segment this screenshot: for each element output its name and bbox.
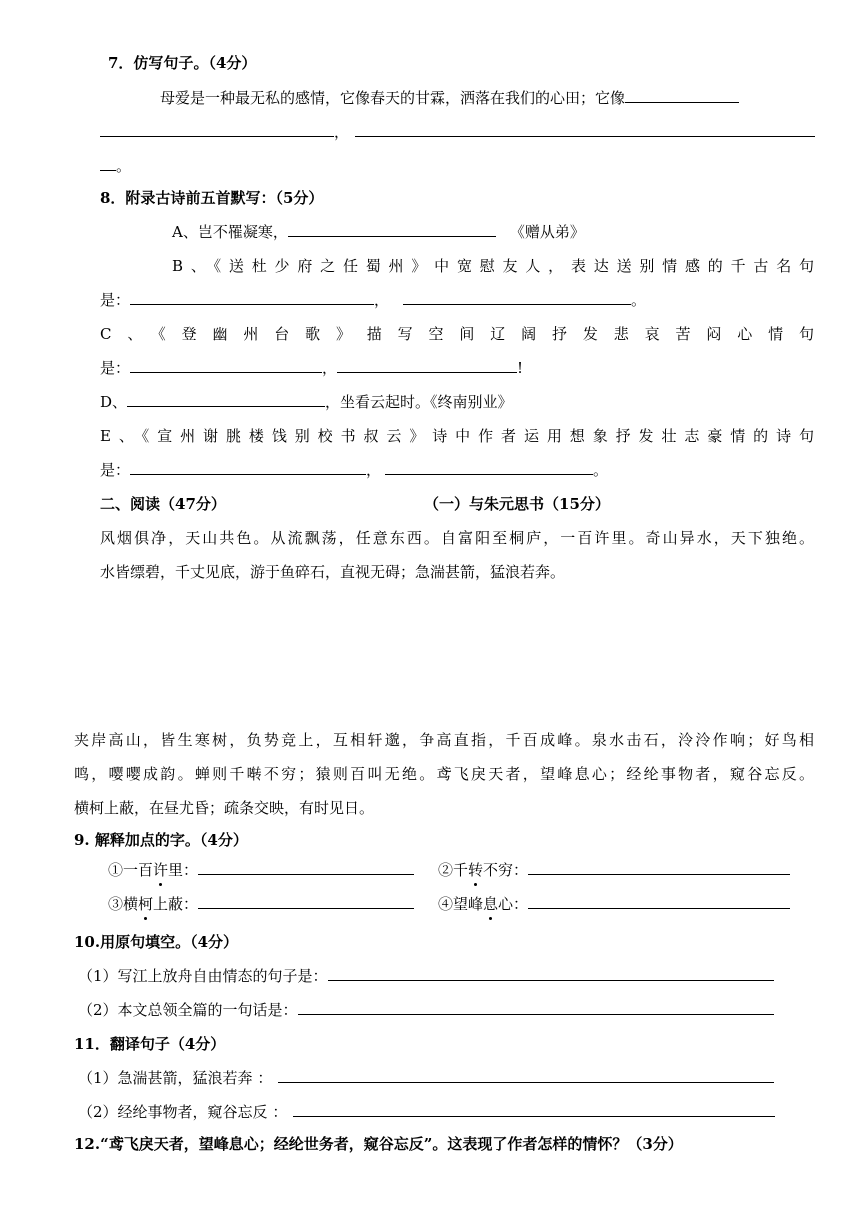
passage-p1-line1: 风烟俱净，天山共色。从流飘荡，任意东西。自富阳至桐庐，一百许里。奇山异水，天下独绝。 [100,529,814,547]
q11-heading: 11．翻译句子（4分） [74,1035,226,1053]
q11-item-1-blank[interactable] [278,1068,774,1083]
q10-item-1-label: （1）写江上放舟自由情态的句子是： [78,967,328,985]
q9-item-1 [108,860,414,880]
q9-item-2-dotted-char: 转 [468,861,484,879]
q11-item-2 [78,1102,775,1122]
q10-item-1-blank[interactable] [328,966,774,981]
q9-heading: 9. 解释加点的字。（4分） [74,831,248,849]
q10-item-2-blank-1[interactable] [298,1000,608,1015]
q9-item-3-post: 上蔽： [153,895,199,913]
q8-c-blank-1[interactable] [130,358,322,373]
q7-prompt: 母爱是一种最无私的感情，它像春天的甘霖，洒落在我们的心田；它像 [160,89,626,107]
q7-end: 。 [116,157,132,175]
q10-item-2 [78,1000,774,1020]
passage-p1-line2: 水皆缥碧，千丈见底，游于鱼碎石，直视无碍；急湍甚箭，猛浪若奔。 [100,563,566,581]
q9-item-1-pre: ①一百 [108,861,154,879]
q7-heading: 7．仿写句子。（4分） [108,54,257,72]
q8-e-answer-line [100,460,608,480]
reading-section-title: 二、阅读（47分） [100,495,226,513]
q8-a-source: 《赠从弟》 [509,223,585,241]
q9-item-4-pre: ④望峰 [438,895,484,913]
q8-e-comma: ， [366,461,382,479]
q8-c-prefix: 是： [100,359,131,377]
q11-item-2-label: （2）经纶事物者，窥谷忘反 ： [78,1103,288,1121]
q8-b-answer-line [100,290,646,310]
q9-item-4-post: 心： [498,895,529,913]
q9-item-1-dotted-char: 许 [153,861,169,879]
q9-item-2-post: 不穷： [483,861,529,879]
q8-c-comma: ， [322,359,338,377]
q12-heading: 12.“鸢飞戾天者，望峰息心；经纶世务者，窥谷忘反”。这表现了作者怎样的情怀？（3分） [74,1135,683,1153]
q10-item-2-label: （2）本文总领全篇的一句话是： [78,1001,298,1019]
q8-b-prefix: 是： [100,291,131,309]
q8-d-blank[interactable] [127,392,325,407]
q10-item-2-blank-2[interactable] [608,1000,774,1015]
q8-d-line [100,392,513,412]
q7-blank-4[interactable] [100,156,116,171]
q8-b-blank-1[interactable] [130,290,374,305]
passage-p2-line2: 鸣，嘤嘤成韵。蝉则千啭不穷；猿则百叫无绝。鸢飞戾天者，望峰息心；经纶事物者，窥谷忘反。 [74,765,814,783]
q8-e-text: E、《宣州谢朓楼饯别校书叔云》诗中作者运用想象抒发壮志豪情的诗句 [100,427,814,445]
q7-prompt-line [160,88,739,108]
q8-e-blank-2[interactable] [385,460,593,475]
q9-item-1-blank[interactable] [198,860,414,875]
q8-e-prefix: 是： [100,461,131,479]
q7-blank-1[interactable] [625,88,739,103]
q7-end-line [100,156,131,176]
q8-b-comma: ， [374,291,390,309]
passage-p2-line1: 夹岸高山，皆生寒树，负势竞上，互相轩邈，争高直指，千百成峰。泉水击石，泠泠作响；好鸟相 [74,731,814,749]
q7-blank-3[interactable] [355,122,815,137]
q8-b-text: B、《送杜少府之任蜀州》中宽慰友人，表达送别情感的千古名句 [172,257,814,275]
q11-item-2-blank[interactable] [293,1102,775,1117]
q8-a-blank[interactable] [288,222,496,237]
q8-e-blank-1[interactable] [130,460,366,475]
q8-c-text: C、《登幽州台歌》描写空间辽阔抒发悲哀苦闷心情句 [100,325,814,343]
q8-d-suffix: ，坐看云起时。《终南别业》 [325,393,513,411]
q7-comma: ， [334,123,350,141]
q8-a-line [172,222,585,242]
q8-b-blank-2[interactable] [403,290,631,305]
q10-heading: 10.用原句填空。（4分） [74,933,239,951]
q9-item-3-pre: ③横 [108,895,139,913]
q8-c-answer-line [100,358,523,378]
q8-e-end: 。 [593,461,609,479]
q8-b-end: 。 [631,291,647,309]
q9-item-2-pre: ②千 [438,861,469,879]
q11-item-1 [78,1068,774,1088]
q8-c-end: ! [517,359,524,377]
q9-item-1-post: 里： [168,861,199,879]
q8-a-prefix: A、岂不罹凝寒， [172,223,288,241]
passage-p2-line3: 横柯上蔽，在昼尤昏；疏条交映，有时见日。 [74,799,375,817]
q9-item-4-dotted-char: 息 [483,895,499,913]
q7-blank-2[interactable] [100,122,334,137]
q7-answer-line [100,122,815,142]
q9-item-4-blank[interactable] [528,894,790,909]
q11-item-1-label: （1）急湍甚箭，猛浪若奔 ： [78,1069,273,1087]
q8-c-blank-2[interactable] [337,358,517,373]
q9-item-4 [438,894,790,914]
reading-subsection-title: （一）与朱元思书（15分） [424,495,610,513]
q9-item-3-blank[interactable] [198,894,414,909]
q9-item-2-blank[interactable] [528,860,790,875]
q9-item-3 [108,894,414,914]
q9-item-3-dotted-char: 柯 [138,895,154,913]
q10-item-1 [78,966,774,986]
q9-item-2 [438,860,790,880]
q8-heading: 8．附录古诗前五首默写：（5分） [100,189,324,207]
q8-d-prefix: D、 [100,393,128,411]
